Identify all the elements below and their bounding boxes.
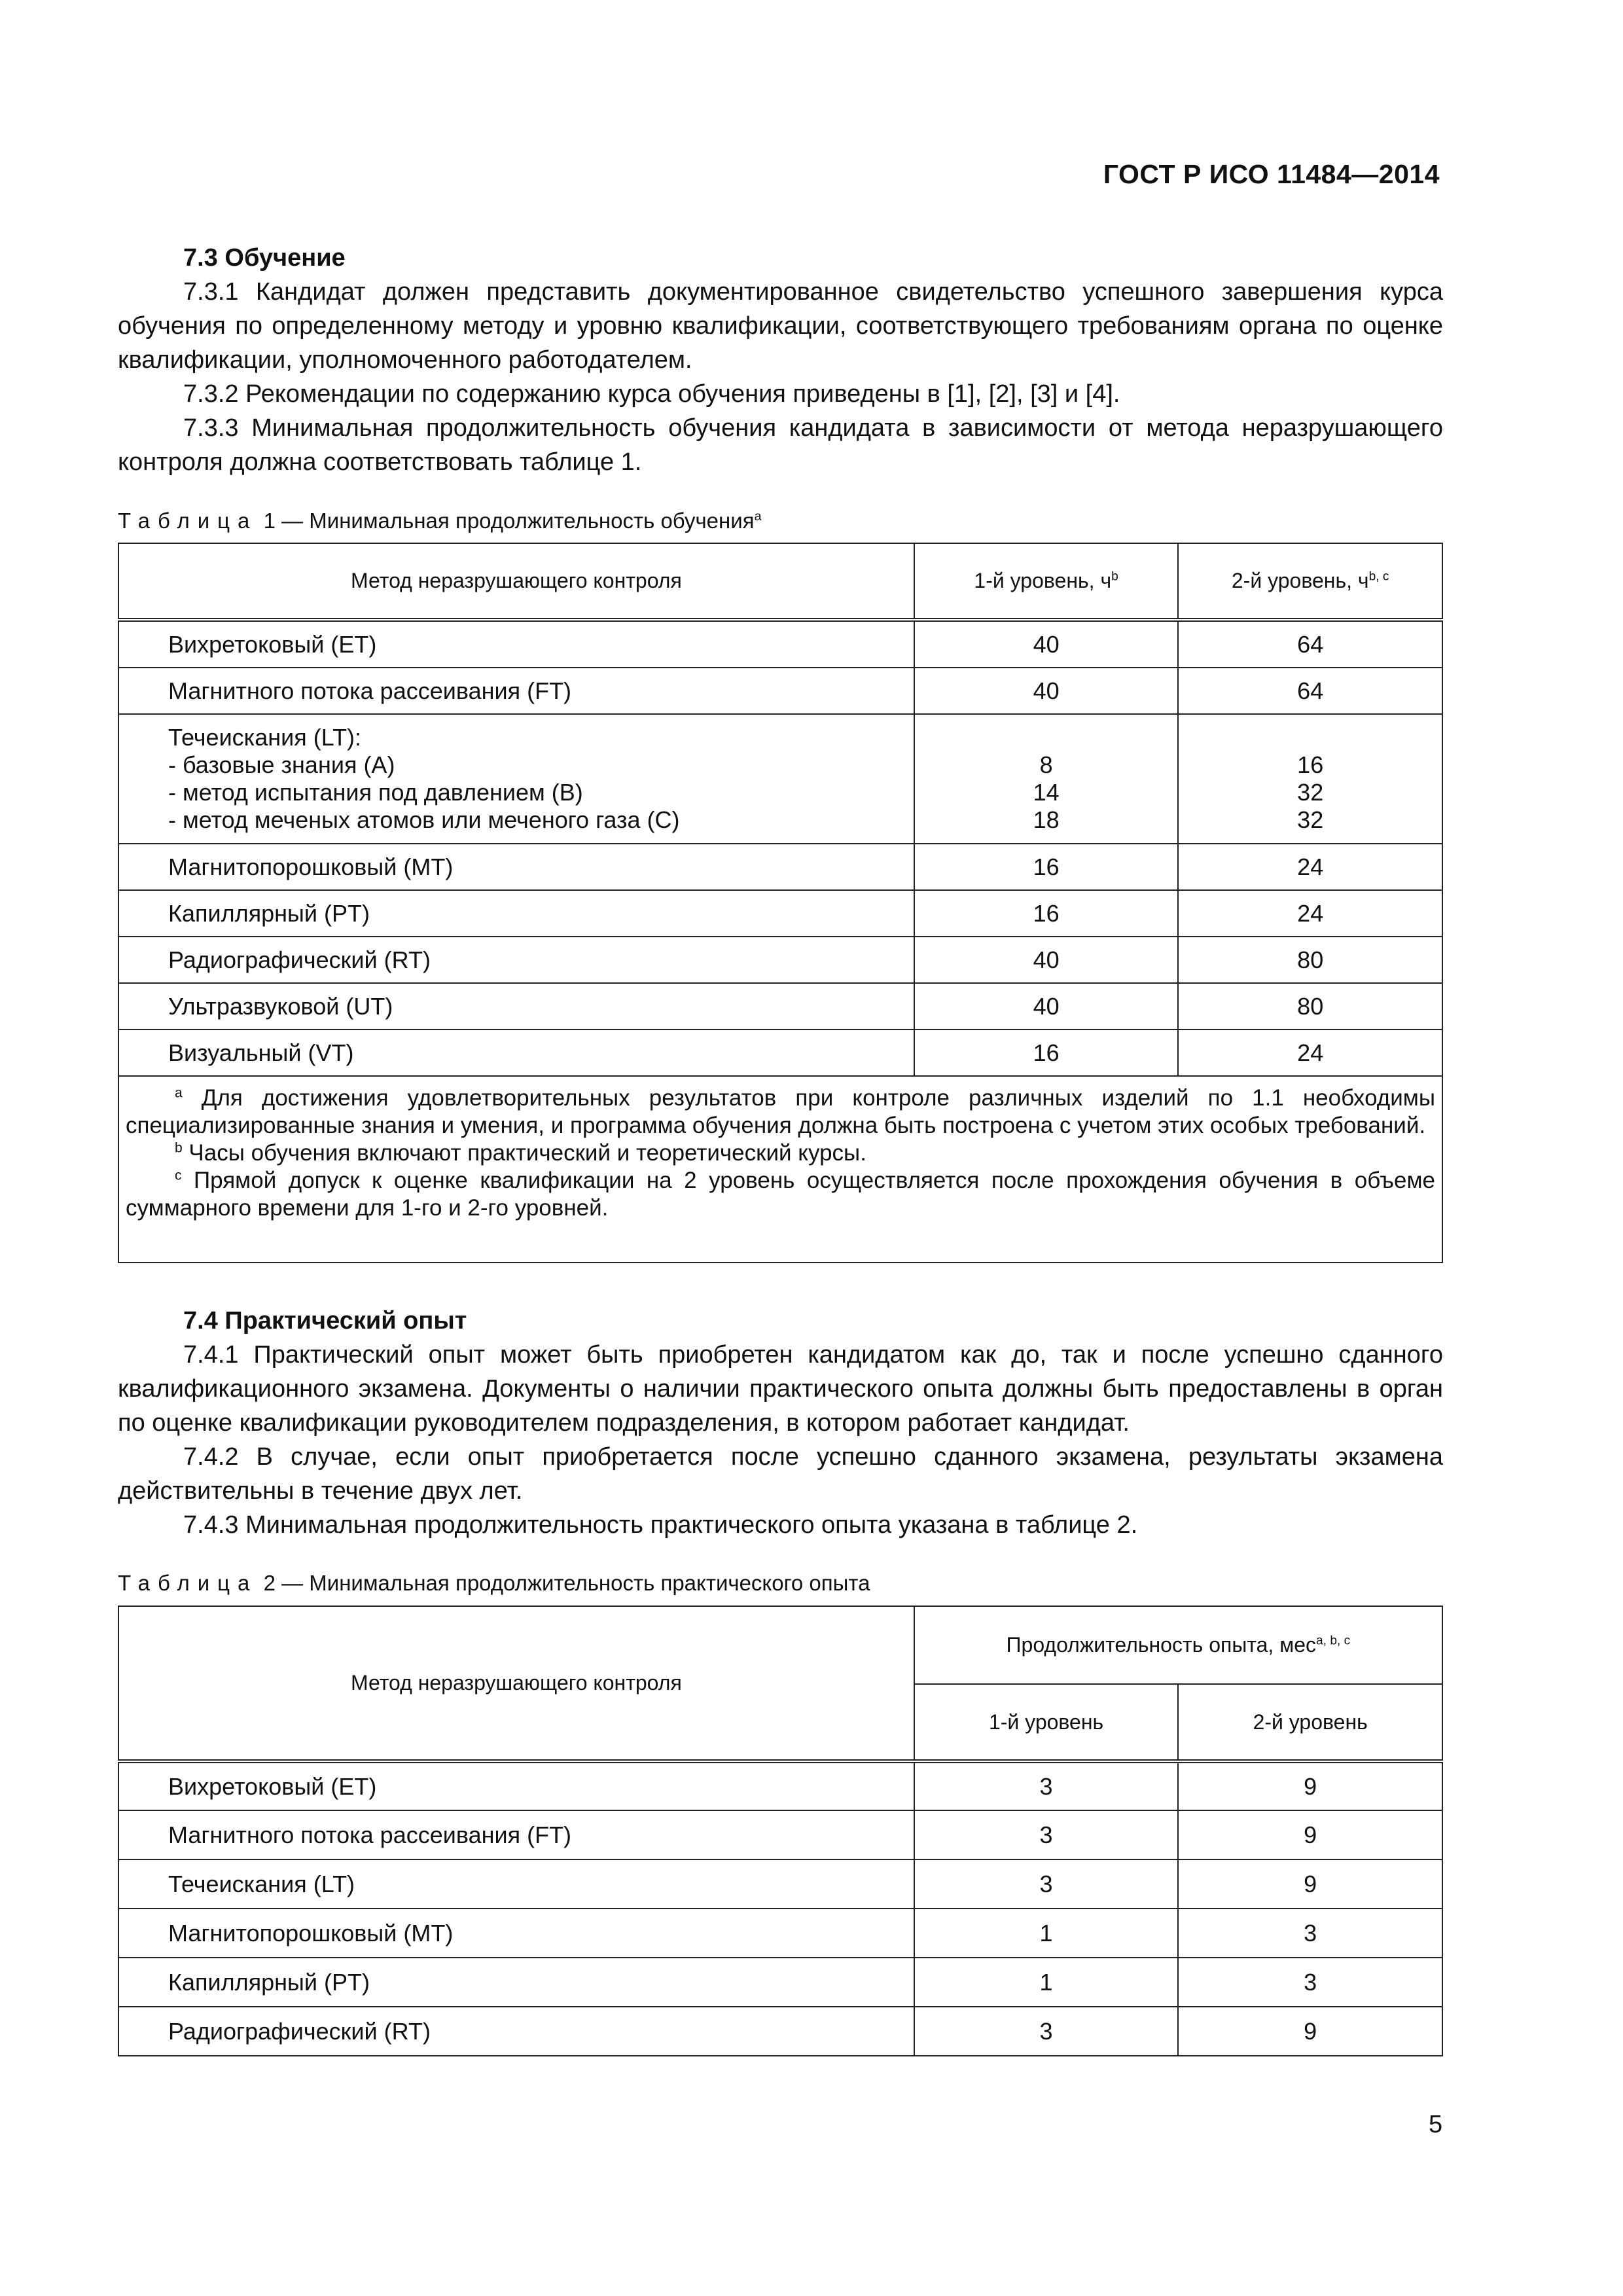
- table-row: Вихретоковый (ET) 40 64: [118, 620, 1442, 668]
- table-header-row: [118, 543, 1442, 620]
- table-row: Капиллярный (PT) 1 3: [118, 1958, 1442, 2007]
- table-row: Магнитного потока рассеивания (FT) 3 9: [118, 1810, 1442, 1859]
- caption-title: Минимальная продолжительность обучения: [309, 509, 755, 533]
- footnote-a: $^a$ Для достижения удовлетворительных результатов при контроле различных изделий по 1.1 необходимы специализированные знания и умения, и программа обучения должна быть построена с учетом этих особых требований.: [126, 1085, 1435, 1138]
- table-row: Ультразвуковой (UT) 40 80: [118, 983, 1442, 1030]
- document-code: ГОСТ Р ИСО 11484—2014: [1103, 159, 1440, 189]
- caption-label: Таблица: [118, 509, 258, 533]
- footnote-b: $^b$ Часы обучения включают практический и теоретический курсы.: [175, 1140, 866, 1166]
- table-caption: [118, 1570, 870, 1596]
- caption-footnote-mark: a: [754, 509, 762, 524]
- paragraph: 7.3.3 Минимальная продолжительность обучения кандидата в зависимости от метода неразрушающего контроля должна соответствовать таблице 1.: [118, 414, 1443, 476]
- section-heading: 7.3 Обучение: [183, 244, 346, 272]
- table-row: Радиографический (RT) 3 9: [118, 2007, 1442, 2056]
- paragraph: 7.4.1 Практический опыт может быть приобретен кандидатом как до, так и после успешно сданного квалификационного экзамена. Документы о наличии практического опыта должны быть предоставлены в орган по оценке квалификации руководителем подразделения, в котором работает кандидат.: [118, 1341, 1443, 1437]
- header-method: Метод неразрушающего контроля: [118, 543, 914, 620]
- table-row: Магнитопорошковый (MT) 1 3: [118, 1909, 1442, 1958]
- paragraph: 7.3.1 Кандидат должен представить документированное свидетельство успешного завершения курса обучения по определенному методу и уровню квалификации, соответствующего требованиям органа по оценке квалификации, уполномоченного работодателем.: [118, 278, 1443, 374]
- table-row: Визуальный (VT) 16 24: [118, 1030, 1442, 1076]
- section-7-4: [118, 1304, 1443, 1542]
- header-level-2: 2-й уровень: [1178, 1684, 1442, 1761]
- table-caption: [118, 508, 762, 534]
- header-duration: Продолжительность опыта, мес$^{a, b, c}$: [914, 1606, 1442, 1684]
- table-row: Магнитного потока рассеивания (FT) 40 64: [118, 668, 1442, 714]
- caption-number: 2 —: [263, 1571, 304, 1595]
- section-7-3: [118, 241, 1443, 479]
- header-level-1: 1-й уровень: [914, 1684, 1179, 1761]
- caption-number: 1 —: [263, 509, 304, 533]
- training-duration-table: [118, 543, 1443, 1263]
- table-row: Радиографический (RT) 40 80: [118, 937, 1442, 983]
- caption-title: Минимальная продолжительность практического опыта: [309, 1571, 870, 1595]
- caption-label: Таблица: [118, 1571, 258, 1595]
- table-footnotes: [118, 1076, 1442, 1263]
- footnote-c: $^c$ Прямой допуск к оценке квалификации на 2 уровень осуществляется после прохождения обучения в объеме суммарного времени для 1-го и 2-го уровней.: [126, 1168, 1435, 1221]
- header-level-2: 2-й уровень, $ч^{b, c}$: [1178, 543, 1442, 620]
- paragraph: 7.4.2 В случае, если опыт приобретается после успешно сданного экзамена, результаты экзамена действительны в течение двух лет.: [118, 1443, 1443, 1505]
- table-row: Течеискания (LT) 3 9: [118, 1859, 1442, 1909]
- table-row: Магнитопорошковый (MT) 16 24: [118, 844, 1442, 890]
- header-method: Метод неразрушающего контроля: [118, 1606, 914, 1761]
- paragraph: 7.3.2 Рекомендации по содержанию курса обучения приведены в [1], [2], [3] и [4].: [183, 380, 1120, 408]
- table-row: Вихретоковый (ET) 3 9: [118, 1761, 1442, 1810]
- paragraph: 7.4.3 Минимальная продолжительность практического опыта указана в таблице 2.: [183, 1511, 1138, 1539]
- table-header-row: [118, 1606, 1442, 1684]
- section-heading: 7.4 Практический опыт: [183, 1307, 467, 1335]
- page-number: 5: [1429, 2111, 1443, 2138]
- table-row: Течеискания (LT): - базовые знания (A) - метод испытания под давлением (B) - метод меченых атомов или меченого газа (C) 8 14 18 16 32 32: [118, 714, 1442, 844]
- header-level-1: 1-й уровень, $ч^b$: [914, 543, 1179, 620]
- experience-duration-table: [118, 1605, 1443, 2056]
- table-row: Капиллярный (PT) 16 24: [118, 890, 1442, 937]
